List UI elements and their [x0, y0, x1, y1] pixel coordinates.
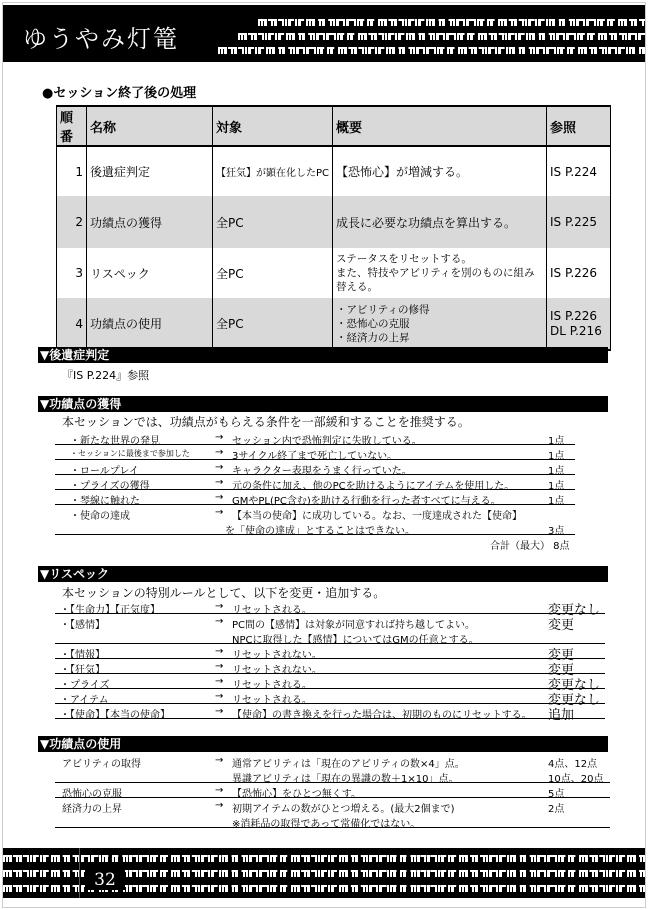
list-item — [55, 644, 605, 663]
page-header — [3, 5, 645, 62]
sequela-reference: 『IS P.224』参照 — [62, 369, 150, 382]
respec-list — [55, 599, 605, 723]
item-text: リセットされない。 — [232, 665, 322, 676]
item-text: リセットされる。 — [232, 695, 312, 706]
row-summary — [333, 298, 547, 350]
item-points: 1点 — [548, 496, 565, 507]
item-text-continued: NPCに取得した【感情】についてはGMの任意とする。 — [232, 635, 479, 646]
list-item — [55, 430, 575, 445]
arrow-icon: → — [215, 477, 224, 488]
row-summary — [333, 248, 547, 298]
item-points: 2点 — [548, 804, 565, 815]
footer-pattern — [3, 855, 645, 862]
col-header: 名称 — [87, 106, 213, 146]
table-row — [57, 298, 611, 350]
item-label: ・【情報】 — [60, 650, 105, 661]
list-item — [55, 599, 605, 618]
item-label: ・プライズの獲得 — [70, 481, 150, 492]
item-text: 【恐怖心】をひとつ無くす。 — [232, 789, 361, 800]
arrow-icon: → — [215, 691, 224, 702]
item-label: 恐怖心の克服 — [62, 789, 122, 800]
row-target: 全PC — [213, 248, 333, 298]
item-label: ・アイテム — [60, 695, 109, 706]
list-item — [55, 798, 610, 828]
summary-line: また、特技やアビリティを別のものに組み替える。 — [336, 267, 535, 293]
item-status: 追加 — [548, 708, 575, 723]
list-item — [55, 505, 575, 535]
item-points: 3点 — [548, 526, 565, 537]
arrow-icon: → — [215, 676, 224, 687]
item-points: 1点 — [548, 466, 565, 477]
item-points: 10点、20点 — [548, 774, 604, 785]
arrow-icon: → — [215, 661, 224, 672]
earn-total: 合計（最大） 8点 — [490, 541, 570, 552]
item-text: キャラクター表現をうまく行っていた。 — [232, 466, 412, 477]
divider — [79, 848, 80, 898]
item-text: リセットされる。 — [232, 605, 312, 616]
arrow-icon: → — [215, 432, 224, 443]
row-target: 【狂気】が顕在化したPC — [213, 146, 333, 196]
header-pattern — [238, 33, 645, 40]
item-text: リセットされない。 — [232, 650, 322, 661]
item-label: ・新たな世界の発見 — [70, 436, 160, 447]
item-text: 通常アビリティは「現在のアビリティの数×4」点。 — [232, 759, 465, 770]
row-summary: 【恐怖心】が増減する。 — [333, 146, 547, 196]
page-number: 32 — [85, 870, 125, 890]
list-item — [55, 674, 605, 693]
list-item — [55, 704, 605, 723]
row-ref: IS P.226 — [547, 248, 611, 298]
arrow-icon: → — [215, 646, 224, 657]
summary-line: ・アビリティの修得 — [336, 303, 430, 316]
arrow-icon: → — [215, 462, 224, 473]
list-item — [55, 475, 575, 490]
item-text: 元の条件に加え、他のPCを助けるようにアイテムを使用した。 — [232, 481, 515, 492]
arrow-icon: → — [215, 706, 224, 717]
item-text: 【本当の使命】に成功している。なお、一度達成された【使命】 — [232, 511, 522, 522]
list-item — [55, 783, 610, 798]
item-text: セッション内で恐怖判定に失敗している。 — [232, 436, 422, 447]
list-item — [55, 659, 605, 678]
col-header: 対象 — [213, 106, 333, 146]
row-number: 3 — [57, 248, 87, 298]
item-text: リセットされる。 — [232, 680, 312, 691]
header-pattern — [258, 19, 645, 26]
item-points: 4点、12点 — [548, 759, 598, 770]
row-target: 全PC — [213, 298, 333, 350]
list-item — [55, 490, 575, 505]
item-label: ・セッションに最後まで参加した — [70, 449, 190, 458]
item-status: 変更 — [548, 648, 575, 663]
row-name: 功績点の使用 — [87, 298, 213, 350]
item-status: 変更なし — [548, 603, 601, 618]
arrow-icon: → — [215, 755, 224, 766]
arrow-icon: → — [215, 507, 224, 518]
item-text: GMやPL(PC含む)を助ける行動を行った者すべてに与える。 — [232, 496, 501, 507]
earn-intro: 本セッションでは、功績点がもらえる条件を一部緩和することを推奨する。 — [62, 415, 470, 429]
ref-line: IS P.226 — [550, 308, 598, 323]
respec-intro: 本セッションの特別ルールとして、以下を変更・追加する。 — [62, 586, 386, 600]
list-item — [55, 614, 605, 644]
arrow-icon: → — [215, 447, 224, 458]
row-ref: IS P.225 — [547, 196, 611, 248]
list-item — [55, 460, 575, 475]
item-status: 変更 — [548, 663, 575, 678]
item-points: 1点 — [548, 481, 565, 492]
item-label: ・ロールプレイ — [70, 466, 139, 477]
row-number: 2 — [57, 196, 87, 248]
row-name: 後遺症判定 — [87, 146, 213, 196]
table-row — [57, 196, 611, 248]
item-label: ・使命の達成 — [70, 511, 130, 522]
item-text-continued: ※消耗品の取得であって常備化ではない。 — [232, 819, 421, 830]
summary-line: ・恐怖心の克服 — [336, 317, 410, 330]
process-table — [56, 105, 611, 351]
table-row — [57, 146, 611, 196]
item-label: 経済力の上昇 — [62, 804, 122, 815]
earn-list — [55, 430, 575, 535]
col-header: 参照 — [547, 106, 611, 146]
row-number: 1 — [57, 146, 87, 196]
item-status: 変更なし — [548, 678, 601, 693]
item-text-continued: を「使命の達成」とすることはできない。 — [225, 526, 415, 537]
section-heading: ▼功績点の使用 — [38, 736, 608, 752]
item-text: 3サイクル終了まで死亡していない。 — [232, 451, 398, 462]
header-pattern — [218, 47, 645, 54]
list-item — [55, 753, 610, 783]
item-text: 初期アイテムの数がひとつ増える。(最大2個まで) — [232, 804, 455, 815]
row-target: 全PC — [213, 196, 333, 248]
arrow-icon: → — [215, 601, 224, 612]
row-number: 4 — [57, 298, 87, 350]
table-row — [57, 248, 611, 298]
item-label: ・琴線に触れた — [70, 496, 140, 507]
item-points: 1点 — [548, 451, 565, 462]
row-name: 功績点の獲得 — [87, 196, 213, 248]
item-label: ・【生命力】【正気度】 — [60, 605, 160, 616]
arrow-icon: → — [215, 785, 224, 796]
list-item — [55, 689, 605, 708]
item-label: ・プライズ — [60, 680, 110, 691]
row-name: リスペック — [87, 248, 213, 298]
item-points: 5点 — [548, 789, 565, 800]
table-header — [57, 106, 611, 146]
logo: ゆうやみ灯篭 — [23, 25, 179, 53]
col-header: 概要 — [333, 106, 547, 146]
arrow-icon: → — [215, 800, 224, 811]
section-heading: ▼功績点の獲得 — [38, 396, 608, 412]
section-heading: ▼リスペック — [38, 566, 608, 582]
row-ref: IS P.224 — [547, 146, 611, 196]
item-text-continued: 異識アビリティは「現在の異識の数＋1×10」点。 — [232, 774, 459, 785]
list-item — [55, 445, 575, 460]
item-status: 変更 — [548, 618, 575, 633]
use-list — [55, 753, 610, 828]
item-status: 変更なし — [548, 693, 601, 708]
row-ref — [547, 298, 611, 350]
section-heading: ▼後遺症判定 — [38, 347, 608, 363]
item-label: ・【狂気】 — [60, 665, 105, 676]
item-label: ・【使命】【本当の使命】 — [60, 710, 170, 721]
summary-line: ・経済力の上昇 — [336, 331, 410, 344]
arrow-icon: → — [215, 616, 224, 627]
arrow-icon: → — [215, 492, 224, 503]
item-text: PC間の【感情】は対象が同意すれば持ち越してよい。 — [232, 620, 476, 631]
section-title: ●セッション終了後の処理 — [42, 86, 197, 101]
ref-line: DL P.216 — [550, 323, 602, 338]
item-points: 1点 — [548, 436, 565, 447]
page-footer — [3, 848, 645, 898]
item-text: 【使命】の書き換えを行った場合は、初期のものにリセットする。 — [232, 710, 532, 721]
summary-line: ステータスをリセットする。 — [336, 253, 472, 265]
row-summary: 成長に必要な功績点を算出する。 — [333, 196, 547, 248]
item-label: アビリティの取得 — [62, 759, 141, 770]
item-label: ・【感情】 — [60, 620, 105, 631]
col-header: 順番 — [57, 106, 87, 146]
